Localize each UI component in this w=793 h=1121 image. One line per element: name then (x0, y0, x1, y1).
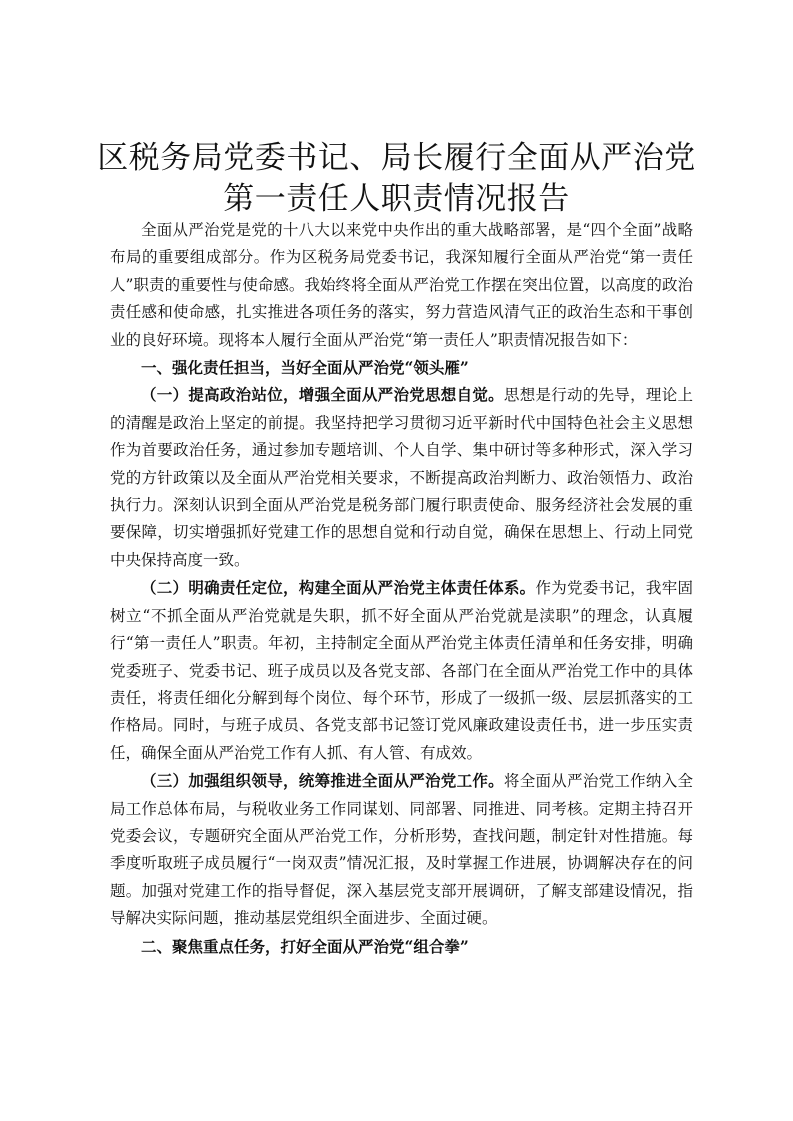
subsection-lead-2: （二）明确责任定位，构建全面从严治党主体责任体系。 (141, 578, 536, 598)
section-heading-2: 二、聚焦重点任务，打好全面从严治党“组合拳” (141, 936, 469, 956)
document-title: 区税务局党委书记、局长履行全面从严治党第一责任人职责情况报告 (97, 140, 696, 217)
section-heading-1: 一、强化责任担当，当好全面从严治党“领头雁” (141, 358, 469, 378)
subsection-text-2: 作为党委书记，我牢固树立“不抓全面从严治党就是失职，抓不好全面从严治党就是渎职”的理念，认真履行“第一责任人”职责。年初，主持制定全面从严治党主体责任清单和任务安排，明确党委班子、党委书记、班子成员以及各党支部、各部门在全面从严治党工作中的具体责任，将责任细化分解到每个岗位、每个环节，形成了一级抓一级、层层抓落实的工作格局。同时，与班子成员、各党支部书记签订党风廉政建设责任书，进一步压实责任，确保全面从严治党工作有人抓、有人管、有成效。 (110, 579, 693, 762)
subsection-lead-3: （三）加强组织领导，统筹推进全面从严治党工作。 (141, 771, 504, 791)
document-body (110, 217, 693, 960)
subsection-paragraph-1 (110, 381, 693, 574)
subsection-paragraph-2 (110, 574, 693, 767)
subsection-lead-1: （一）提高政治站位，增强全面从严治党思想自觉。 (141, 385, 504, 405)
intro-paragraph: 全面从严治党是党的十八大以来党中央作出的重大战略部署，是“四个全面”战略布局的重要组成部分。作为区税务局党委书记，我深知履行全面从严治党“第一责任人”职责的重要性与使命感。我始终将全面从严治党工作摆在突出位置，以高度的政治责任感和使命感，扎实推进各项任务的落实，努力营造风清气正的政治生态和干事创业的良好环境。现将本人履行全面从严治党“第一责任人”职责情况报告如下： (110, 221, 693, 349)
subsection-text-3: 将全面从严治党工作纳入全局工作总体布局，与税收业务工作同谋划、同部署、同推进、同考核。定期主持召开党委会议，专题研究全面从严治党工作，分析形势，查找问题，制定针对性措施。每季度听取班子成员履行“一岗双责”情况汇报，及时掌握工作进展，协调解决存在的问题。加强对党建工作的指导督促，深入基层党支部开展调研，了解支部建设情况，指导解决实际问题，推动基层党组织全面进步、全面过硬。 (110, 772, 693, 928)
subsection-paragraph-3 (110, 767, 693, 932)
subsection-text-1: 思想是行动的先导，理论上的清醒是政治上坚定的前提。我坚持把学习贯彻习近平新时代中国特色社会主义思想作为首要政治任务，通过参加专题培训、个人自学、集中研讨等多种形式，深入学习党的方针政策以及全面从严治党相关要求，不断提高政治判断力、政治领悟力、政治执行力。深刻认识到全面从严治党是税务部门履行职责使命、服务经济社会发展的重要保障，切实增强抓好党建工作的思想自觉和行动自觉，确保在思想上、行动上同党中央保持高度一致。 (110, 386, 693, 569)
